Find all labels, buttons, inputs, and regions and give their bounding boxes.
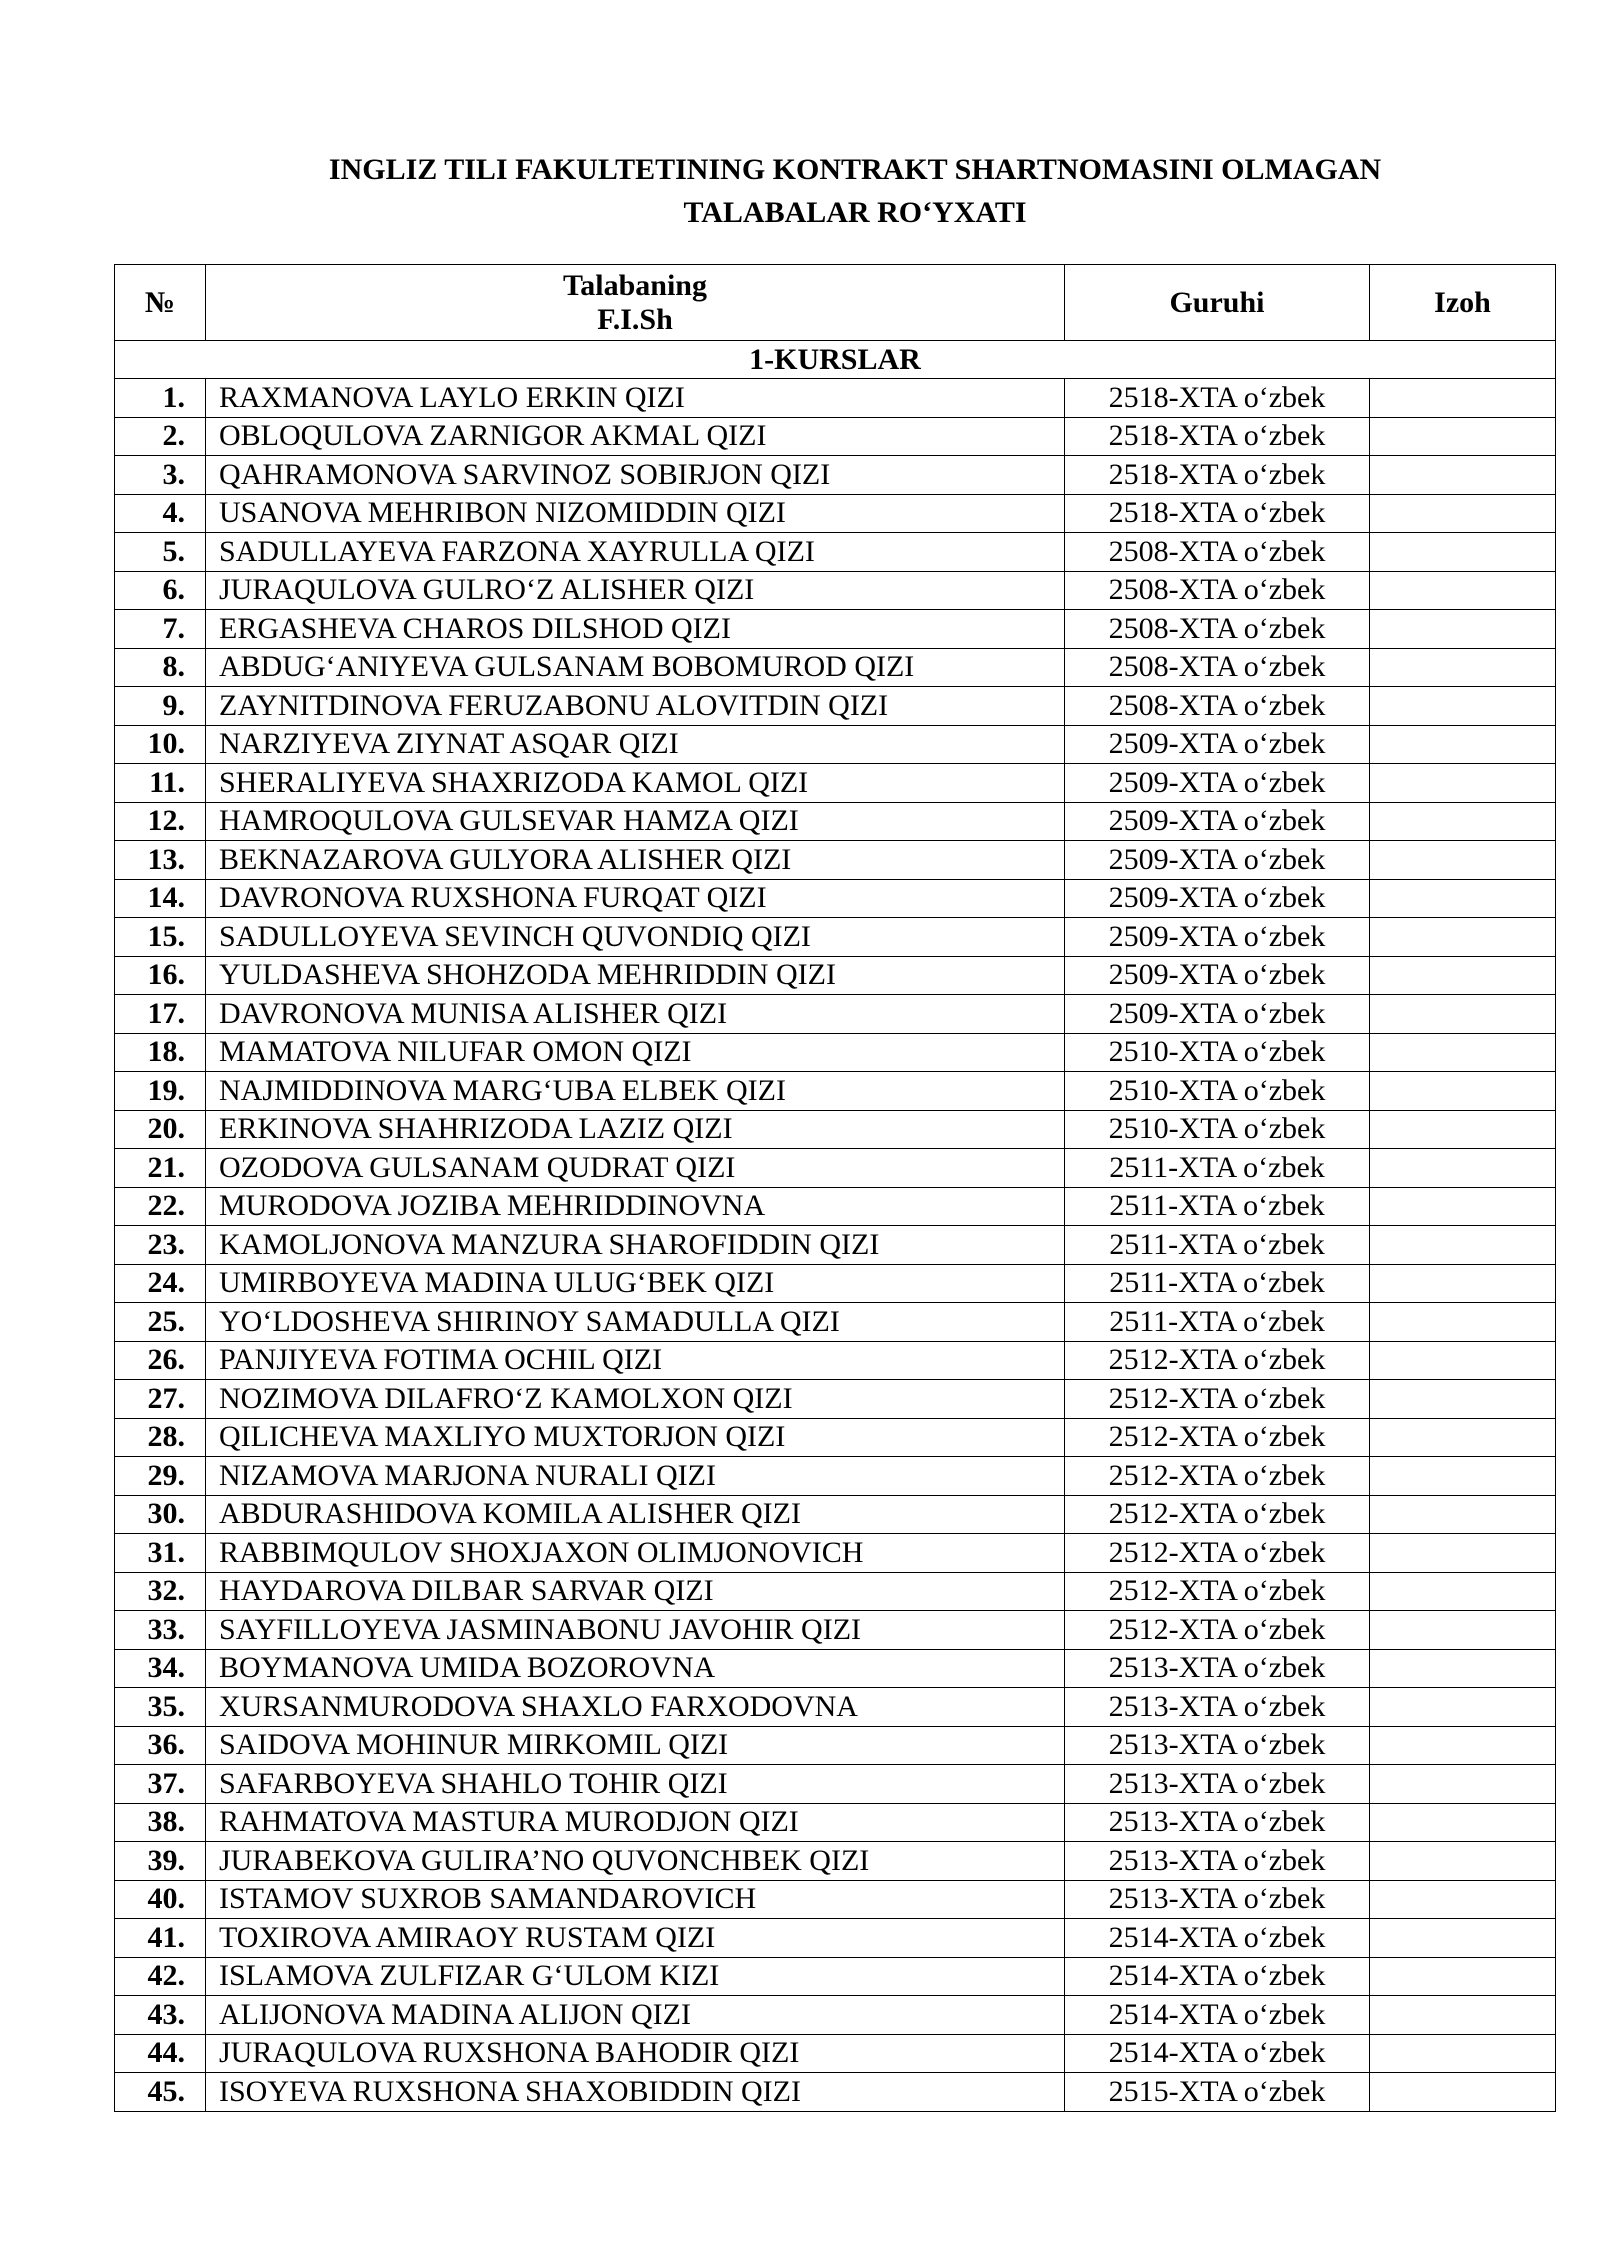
table-row bbox=[115, 1880, 1556, 1919]
row-number: 33. bbox=[115, 1611, 206, 1650]
student-group: 2518-XTA o‘zbek bbox=[1065, 379, 1370, 418]
row-number: 4. bbox=[115, 494, 206, 533]
student-name: JURAQULOVA RUXSHONA BAHODIR QIZI bbox=[206, 2034, 1065, 2073]
student-note bbox=[1370, 956, 1556, 995]
student-group: 2514-XTA o‘zbek bbox=[1065, 2034, 1370, 2073]
student-note bbox=[1370, 1303, 1556, 1342]
student-group: 2512-XTA o‘zbek bbox=[1065, 1341, 1370, 1380]
student-name: ISTAMOV SUXROB SAMANDAROVICH bbox=[206, 1880, 1065, 1919]
table-row bbox=[115, 841, 1556, 880]
student-group: 2509-XTA o‘zbek bbox=[1065, 956, 1370, 995]
student-note bbox=[1370, 1572, 1556, 1611]
student-group: 2513-XTA o‘zbek bbox=[1065, 1726, 1370, 1765]
header-note: Izoh bbox=[1370, 265, 1556, 341]
row-number: 44. bbox=[115, 2034, 206, 2073]
document-title bbox=[0, 148, 1600, 234]
row-number: 34. bbox=[115, 1649, 206, 1688]
student-note bbox=[1370, 1418, 1556, 1457]
table-row bbox=[115, 879, 1556, 918]
student-note bbox=[1370, 1534, 1556, 1573]
header-number: № bbox=[115, 265, 206, 341]
table-row bbox=[115, 456, 1556, 495]
student-name: MURODOVA JOZIBA MEHRIDDINOVNA bbox=[206, 1187, 1065, 1226]
student-group: 2518-XTA o‘zbek bbox=[1065, 494, 1370, 533]
student-group: 2508-XTA o‘zbek bbox=[1065, 571, 1370, 610]
table-row bbox=[115, 1226, 1556, 1265]
student-group: 2511-XTA o‘zbek bbox=[1065, 1303, 1370, 1342]
student-group: 2512-XTA o‘zbek bbox=[1065, 1534, 1370, 1573]
student-name: MAMATOVA NILUFAR OMON QIZI bbox=[206, 1033, 1065, 1072]
student-name: PANJIYEVA FOTIMA OCHIL QIZI bbox=[206, 1341, 1065, 1380]
student-group: 2508-XTA o‘zbek bbox=[1065, 648, 1370, 687]
table-row bbox=[115, 1957, 1556, 1996]
student-group: 2513-XTA o‘zbek bbox=[1065, 1842, 1370, 1881]
table-row bbox=[115, 1572, 1556, 1611]
student-note bbox=[1370, 1611, 1556, 1650]
table-row bbox=[115, 687, 1556, 726]
table-row bbox=[115, 610, 1556, 649]
student-group: 2510-XTA o‘zbek bbox=[1065, 1072, 1370, 1111]
student-group: 2509-XTA o‘zbek bbox=[1065, 841, 1370, 880]
student-group: 2509-XTA o‘zbek bbox=[1065, 879, 1370, 918]
student-group: 2518-XTA o‘zbek bbox=[1065, 417, 1370, 456]
student-note bbox=[1370, 1341, 1556, 1380]
student-note bbox=[1370, 610, 1556, 649]
section-row bbox=[115, 341, 1556, 379]
student-note bbox=[1370, 764, 1556, 803]
student-name: NAJMIDDINOVA MARG‘UBA ELBEK QIZI bbox=[206, 1072, 1065, 1111]
student-group: 2508-XTA o‘zbek bbox=[1065, 610, 1370, 649]
student-name: BOYMANOVA UMIDA BOZOROVNA bbox=[206, 1649, 1065, 1688]
student-note bbox=[1370, 1842, 1556, 1881]
student-name: ABDUG‘ANIYEVA GULSANAM BOBOMUROD QIZI bbox=[206, 648, 1065, 687]
student-name: SAYFILLOYEVA JASMINABONU JAVOHIR QIZI bbox=[206, 1611, 1065, 1650]
header-name bbox=[206, 265, 1065, 341]
table-row bbox=[115, 1457, 1556, 1496]
table-row bbox=[115, 802, 1556, 841]
title-line-2: TALABALAR RO‘YXATI bbox=[683, 196, 1027, 229]
student-name: DAVRONOVA RUXSHONA FURQAT QIZI bbox=[206, 879, 1065, 918]
table-row bbox=[115, 1380, 1556, 1419]
row-number: 38. bbox=[115, 1803, 206, 1842]
student-note bbox=[1370, 1957, 1556, 1996]
row-number: 2. bbox=[115, 417, 206, 456]
student-name: JURABEKOVA GULIRA’NO QUVONCHBEK QIZI bbox=[206, 1842, 1065, 1881]
row-number: 45. bbox=[115, 2073, 206, 2112]
student-name: XURSANMURODOVA SHAXLO FARXODOVNA bbox=[206, 1688, 1065, 1727]
table-row bbox=[115, 648, 1556, 687]
student-name: ERKINOVA SHAHRIZODA LAZIZ QIZI bbox=[206, 1110, 1065, 1149]
student-note bbox=[1370, 1149, 1556, 1188]
student-group: 2514-XTA o‘zbek bbox=[1065, 1919, 1370, 1958]
student-group: 2512-XTA o‘zbek bbox=[1065, 1418, 1370, 1457]
student-group: 2510-XTA o‘zbek bbox=[1065, 1033, 1370, 1072]
student-note bbox=[1370, 648, 1556, 687]
row-number: 43. bbox=[115, 1996, 206, 2035]
header-name-line-2: F.I.Sh bbox=[597, 302, 673, 336]
student-name: BEKNAZAROVA GULYORA ALISHER QIZI bbox=[206, 841, 1065, 880]
student-name: ISOYEVA RUXSHONA SHAXOBIDDIN QIZI bbox=[206, 2073, 1065, 2112]
table-row bbox=[115, 533, 1556, 572]
row-number: 22. bbox=[115, 1187, 206, 1226]
student-name: QAHRAMONOVA SARVINOZ SOBIRJON QIZI bbox=[206, 456, 1065, 495]
student-group: 2513-XTA o‘zbek bbox=[1065, 1649, 1370, 1688]
row-number: 13. bbox=[115, 841, 206, 880]
table-row bbox=[115, 379, 1556, 418]
table-row bbox=[115, 1187, 1556, 1226]
student-note bbox=[1370, 456, 1556, 495]
table-row bbox=[115, 1033, 1556, 1072]
student-note bbox=[1370, 1996, 1556, 2035]
row-number: 29. bbox=[115, 1457, 206, 1496]
table-row bbox=[115, 1418, 1556, 1457]
student-note bbox=[1370, 417, 1556, 456]
student-group: 2509-XTA o‘zbek bbox=[1065, 725, 1370, 764]
student-group: 2513-XTA o‘zbek bbox=[1065, 1803, 1370, 1842]
student-note bbox=[1370, 1226, 1556, 1265]
student-group: 2509-XTA o‘zbek bbox=[1065, 764, 1370, 803]
table-row bbox=[115, 995, 1556, 1034]
student-note bbox=[1370, 995, 1556, 1034]
student-name: SADULLOYEVA SEVINCH QUVONDIQ QIZI bbox=[206, 918, 1065, 957]
row-number: 40. bbox=[115, 1880, 206, 1919]
student-note bbox=[1370, 1187, 1556, 1226]
student-group: 2512-XTA o‘zbek bbox=[1065, 1457, 1370, 1496]
row-number: 6. bbox=[115, 571, 206, 610]
row-number: 12. bbox=[115, 802, 206, 841]
student-note bbox=[1370, 1688, 1556, 1727]
table-row bbox=[115, 2073, 1556, 2112]
student-group: 2512-XTA o‘zbek bbox=[1065, 1380, 1370, 1419]
table-row bbox=[115, 2034, 1556, 2073]
student-note bbox=[1370, 1803, 1556, 1842]
row-number: 42. bbox=[115, 1957, 206, 1996]
table-row bbox=[115, 1495, 1556, 1534]
student-group: 2508-XTA o‘zbek bbox=[1065, 533, 1370, 572]
student-group: 2509-XTA o‘zbek bbox=[1065, 918, 1370, 957]
student-note bbox=[1370, 1264, 1556, 1303]
student-name: ABDURASHIDOVA KOMILA ALISHER QIZI bbox=[206, 1495, 1065, 1534]
student-note bbox=[1370, 1726, 1556, 1765]
table-row bbox=[115, 417, 1556, 456]
table-row bbox=[115, 1649, 1556, 1688]
student-group: 2513-XTA o‘zbek bbox=[1065, 1688, 1370, 1727]
table-row bbox=[115, 1149, 1556, 1188]
student-group: 2511-XTA o‘zbek bbox=[1065, 1264, 1370, 1303]
student-note bbox=[1370, 2034, 1556, 2073]
table-row bbox=[115, 918, 1556, 957]
students-table bbox=[114, 264, 1556, 2112]
student-group: 2509-XTA o‘zbek bbox=[1065, 802, 1370, 841]
student-group: 2515-XTA o‘zbek bbox=[1065, 2073, 1370, 2112]
table-row bbox=[115, 494, 1556, 533]
student-note bbox=[1370, 2073, 1556, 2112]
table-row bbox=[115, 1688, 1556, 1727]
row-number: 24. bbox=[115, 1264, 206, 1303]
student-group: 2518-XTA o‘zbek bbox=[1065, 456, 1370, 495]
row-number: 25. bbox=[115, 1303, 206, 1342]
table-row bbox=[115, 1919, 1556, 1958]
student-name: NARZIYEVA ZIYNAT ASQAR QIZI bbox=[206, 725, 1065, 764]
table-row bbox=[115, 1072, 1556, 1111]
student-name: OZODOVA GULSANAM QUDRAT QIZI bbox=[206, 1149, 1065, 1188]
table-row bbox=[115, 1611, 1556, 1650]
student-name: NIZAMOVA MARJONA NURALI QIZI bbox=[206, 1457, 1065, 1496]
student-name: RAXMANOVA LAYLO ERKIN QIZI bbox=[206, 379, 1065, 418]
student-name: ISLAMOVA ZULFIZAR G‘ULOM KIZI bbox=[206, 1957, 1065, 1996]
section-title: 1-KURSLAR bbox=[115, 341, 1556, 379]
student-note bbox=[1370, 494, 1556, 533]
student-group: 2513-XTA o‘zbek bbox=[1065, 1880, 1370, 1919]
student-note bbox=[1370, 379, 1556, 418]
row-number: 15. bbox=[115, 918, 206, 957]
row-number: 28. bbox=[115, 1418, 206, 1457]
row-number: 39. bbox=[115, 1842, 206, 1881]
student-note bbox=[1370, 1457, 1556, 1496]
student-name: TOXIROVA AMIRAOY RUSTAM QIZI bbox=[206, 1919, 1065, 1958]
row-number: 17. bbox=[115, 995, 206, 1034]
student-note bbox=[1370, 1380, 1556, 1419]
student-note bbox=[1370, 1033, 1556, 1072]
table-row bbox=[115, 1534, 1556, 1573]
table-row bbox=[115, 956, 1556, 995]
student-group: 2514-XTA o‘zbek bbox=[1065, 1957, 1370, 1996]
student-group: 2512-XTA o‘zbek bbox=[1065, 1495, 1370, 1534]
row-number: 20. bbox=[115, 1110, 206, 1149]
row-number: 11. bbox=[115, 764, 206, 803]
row-number: 19. bbox=[115, 1072, 206, 1111]
student-group: 2514-XTA o‘zbek bbox=[1065, 1996, 1370, 2035]
row-number: 1. bbox=[115, 379, 206, 418]
student-note bbox=[1370, 1072, 1556, 1111]
student-name: UMIRBOYEVA MADINA ULUG‘BEK QIZI bbox=[206, 1264, 1065, 1303]
student-name: SAFARBOYEVA SHAHLO TOHIR QIZI bbox=[206, 1765, 1065, 1804]
row-number: 5. bbox=[115, 533, 206, 572]
student-note bbox=[1370, 802, 1556, 841]
student-name: HAYDAROVA DILBAR SARVAR QIZI bbox=[206, 1572, 1065, 1611]
student-name: SADULLAYEVA FARZONA XAYRULLA QIZI bbox=[206, 533, 1065, 572]
row-number: 35. bbox=[115, 1688, 206, 1727]
student-note bbox=[1370, 1919, 1556, 1958]
student-name: HAMROQULOVA GULSEVAR HAMZA QIZI bbox=[206, 802, 1065, 841]
student-name: SAIDOVA MOHINUR MIRKOMIL QIZI bbox=[206, 1726, 1065, 1765]
row-number: 30. bbox=[115, 1495, 206, 1534]
row-number: 18. bbox=[115, 1033, 206, 1072]
row-number: 21. bbox=[115, 1149, 206, 1188]
student-note bbox=[1370, 533, 1556, 572]
row-number: 37. bbox=[115, 1765, 206, 1804]
table-row bbox=[115, 1264, 1556, 1303]
row-number: 23. bbox=[115, 1226, 206, 1265]
student-note bbox=[1370, 571, 1556, 610]
row-number: 16. bbox=[115, 956, 206, 995]
student-name: RABBIMQULOV SHOXJAXON OLIMJONOVICH bbox=[206, 1534, 1065, 1573]
header-group: Guruhi bbox=[1065, 265, 1370, 341]
student-group: 2509-XTA o‘zbek bbox=[1065, 995, 1370, 1034]
table-row bbox=[115, 1765, 1556, 1804]
student-name: JURAQULOVA GULRO‘Z ALISHER QIZI bbox=[206, 571, 1065, 610]
table-row bbox=[115, 1303, 1556, 1342]
student-name: YULDASHEVA SHOHZODA MEHRIDDIN QIZI bbox=[206, 956, 1065, 995]
student-note bbox=[1370, 687, 1556, 726]
row-number: 9. bbox=[115, 687, 206, 726]
student-name: KAMOLJONOVA MANZURA SHAROFIDDIN QIZI bbox=[206, 1226, 1065, 1265]
student-group: 2511-XTA o‘zbek bbox=[1065, 1187, 1370, 1226]
student-note bbox=[1370, 1649, 1556, 1688]
student-name: ERGASHEVA CHAROS DILSHOD QIZI bbox=[206, 610, 1065, 649]
row-number: 8. bbox=[115, 648, 206, 687]
row-number: 7. bbox=[115, 610, 206, 649]
table-row bbox=[115, 764, 1556, 803]
header-name-line-1: Talabaning bbox=[563, 268, 707, 302]
student-note bbox=[1370, 1765, 1556, 1804]
student-name: OBLOQULOVA ZARNIGOR AKMAL QIZI bbox=[206, 417, 1065, 456]
title-line-1: INGLIZ TILI FAKULTETINING KONTRAKT SHARTNOMASINI OLMAGAN bbox=[328, 153, 1382, 186]
student-group: 2512-XTA o‘zbek bbox=[1065, 1611, 1370, 1650]
student-note bbox=[1370, 918, 1556, 957]
student-group: 2510-XTA o‘zbek bbox=[1065, 1110, 1370, 1149]
row-number: 36. bbox=[115, 1726, 206, 1765]
row-number: 10. bbox=[115, 725, 206, 764]
student-name: ZAYNITDINOVA FERUZABONU ALOVITDIN QIZI bbox=[206, 687, 1065, 726]
student-name: RAHMATOVA MASTURA MURODJON QIZI bbox=[206, 1803, 1065, 1842]
student-name: SHERALIYEVA SHAXRIZODA KAMOL QIZI bbox=[206, 764, 1065, 803]
student-name: DAVRONOVA MUNISA ALISHER QIZI bbox=[206, 995, 1065, 1034]
row-number: 41. bbox=[115, 1919, 206, 1958]
row-number: 27. bbox=[115, 1380, 206, 1419]
student-name: USANOVA MEHRIBON NIZOMIDDIN QIZI bbox=[206, 494, 1065, 533]
row-number: 3. bbox=[115, 456, 206, 495]
table-row bbox=[115, 1341, 1556, 1380]
student-name: YO‘LDOSHEVA SHIRINOY SAMADULLA QIZI bbox=[206, 1303, 1065, 1342]
table-row bbox=[115, 571, 1556, 610]
table-row bbox=[115, 725, 1556, 764]
student-note bbox=[1370, 725, 1556, 764]
student-name: NOZIMOVA DILAFRO‘Z KAMOLXON QIZI bbox=[206, 1380, 1065, 1419]
student-name: ALIJONOVA MADINA ALIJON QIZI bbox=[206, 1996, 1065, 2035]
table-row bbox=[115, 1110, 1556, 1149]
row-number: 32. bbox=[115, 1572, 206, 1611]
row-number: 31. bbox=[115, 1534, 206, 1573]
table-row bbox=[115, 1726, 1556, 1765]
table-row bbox=[115, 1996, 1556, 2035]
row-number: 14. bbox=[115, 879, 206, 918]
student-name: QILICHEVA MAXLIYO MUXTORJON QIZI bbox=[206, 1418, 1065, 1457]
student-group: 2508-XTA o‘zbek bbox=[1065, 687, 1370, 726]
table-header-row bbox=[115, 265, 1556, 341]
student-group: 2511-XTA o‘zbek bbox=[1065, 1226, 1370, 1265]
student-note bbox=[1370, 1110, 1556, 1149]
student-note bbox=[1370, 841, 1556, 880]
student-group: 2513-XTA o‘zbek bbox=[1065, 1765, 1370, 1804]
table-row bbox=[115, 1803, 1556, 1842]
table-row bbox=[115, 1842, 1556, 1881]
row-number: 26. bbox=[115, 1341, 206, 1380]
student-group: 2512-XTA o‘zbek bbox=[1065, 1572, 1370, 1611]
student-note bbox=[1370, 1495, 1556, 1534]
student-note bbox=[1370, 879, 1556, 918]
student-note bbox=[1370, 1880, 1556, 1919]
student-group: 2511-XTA o‘zbek bbox=[1065, 1149, 1370, 1188]
